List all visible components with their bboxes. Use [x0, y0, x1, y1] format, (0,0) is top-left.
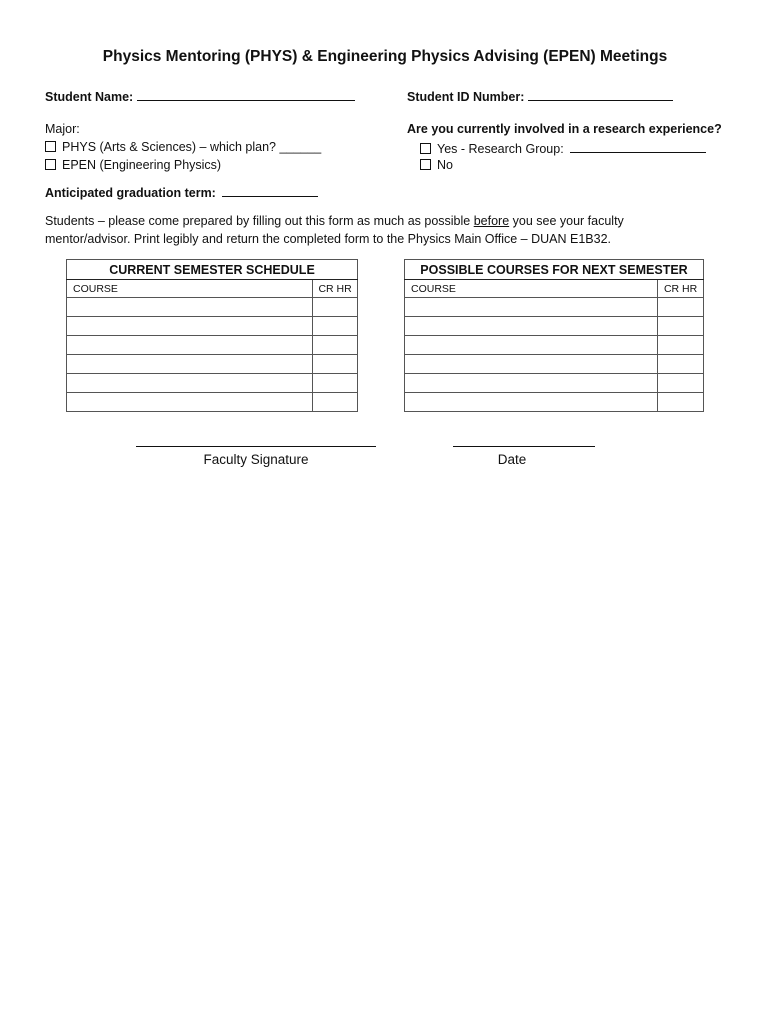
checkbox-icon[interactable] [45, 159, 56, 170]
column-header-cr-hr: CR HR [313, 280, 358, 298]
cr-hr-cell[interactable] [313, 336, 358, 355]
cr-hr-cell[interactable] [658, 298, 704, 317]
cr-hr-cell[interactable] [658, 336, 704, 355]
page-title: Physics Mentoring (PHYS) & Engineering Physics Advising (EPEN) Meetings [102, 48, 668, 65]
cr-hr-cell[interactable] [313, 374, 358, 393]
table-row [67, 298, 358, 317]
table-title: CURRENT SEMESTER SCHEDULE [67, 260, 358, 280]
cr-hr-cell[interactable] [658, 355, 704, 374]
faculty-signature-label: Faculty Signature [203, 452, 309, 467]
student-name-label: Student Name: [45, 90, 134, 104]
next-semester-table [404, 259, 704, 412]
instructions [45, 212, 665, 248]
current-schedule-table [66, 259, 358, 412]
research-option-label: Yes - Research Group: [437, 142, 564, 156]
major-option-label: EPEN (Engineering Physics) [62, 158, 222, 172]
cr-hr-cell[interactable] [313, 298, 358, 317]
table-row [405, 393, 704, 412]
graduation-row [45, 184, 318, 200]
research-option-yes[interactable] [420, 140, 706, 156]
checkbox-icon[interactable] [45, 141, 56, 152]
course-cell[interactable] [405, 355, 658, 374]
table-row [67, 317, 358, 336]
table-row [67, 355, 358, 374]
faculty-signature-line[interactable] [136, 446, 376, 447]
course-cell[interactable] [67, 374, 313, 393]
table-row [67, 393, 358, 412]
instructions-text: Students – please come prepared by filling out this form as much as possible [45, 214, 474, 228]
research-option-no[interactable] [420, 158, 453, 172]
date-label: Date [497, 452, 527, 467]
major-label: Major: [45, 122, 80, 136]
column-header-course: COURSE [405, 280, 658, 298]
date-line[interactable] [453, 446, 595, 447]
table-row [67, 374, 358, 393]
research-question: Are you currently involved in a research experience? [407, 122, 722, 136]
student-id-row [407, 88, 673, 104]
major-option-epen[interactable] [45, 158, 221, 172]
cr-hr-cell[interactable] [313, 355, 358, 374]
table-row [405, 374, 704, 393]
cr-hr-cell[interactable] [658, 393, 704, 412]
student-name-field[interactable] [137, 88, 355, 101]
table-row [67, 336, 358, 355]
student-name-row [45, 88, 355, 104]
course-cell[interactable] [67, 355, 313, 374]
checkbox-icon[interactable] [420, 143, 431, 154]
research-option-label: No [437, 158, 453, 172]
research-group-field[interactable] [570, 140, 706, 153]
student-id-field[interactable] [528, 88, 673, 101]
cr-hr-cell[interactable] [313, 393, 358, 412]
checkbox-icon[interactable] [420, 159, 431, 170]
cr-hr-cell[interactable] [658, 374, 704, 393]
cr-hr-cell[interactable] [658, 317, 704, 336]
table-row [405, 355, 704, 374]
table-title: POSSIBLE COURSES FOR NEXT SEMESTER [405, 260, 704, 280]
instructions-text: you see your faculty mentor/advisor. Print legibly and return the completed form to the Physics Main Office – DUAN E1B32. [45, 214, 624, 246]
course-cell[interactable] [405, 336, 658, 355]
graduation-field[interactable] [222, 184, 318, 197]
table-row [405, 298, 704, 317]
table-row [405, 317, 704, 336]
course-cell[interactable] [67, 393, 313, 412]
column-header-cr-hr: CR HR [658, 280, 704, 298]
course-cell[interactable] [405, 393, 658, 412]
table-row [405, 336, 704, 355]
course-cell[interactable] [67, 317, 313, 336]
major-option-label: PHYS (Arts & Sciences) – which plan? ______ [62, 140, 322, 154]
instructions-emphasis: before [473, 214, 510, 228]
column-header-course: COURSE [67, 280, 313, 298]
student-id-label: Student ID Number: [407, 90, 525, 104]
course-cell[interactable] [405, 317, 658, 336]
major-option-phys[interactable] [45, 140, 321, 154]
cr-hr-cell[interactable] [313, 317, 358, 336]
course-cell[interactable] [405, 298, 658, 317]
course-cell[interactable] [67, 298, 313, 317]
course-cell[interactable] [67, 336, 313, 355]
graduation-label: Anticipated graduation term: [45, 186, 216, 200]
course-cell[interactable] [405, 374, 658, 393]
